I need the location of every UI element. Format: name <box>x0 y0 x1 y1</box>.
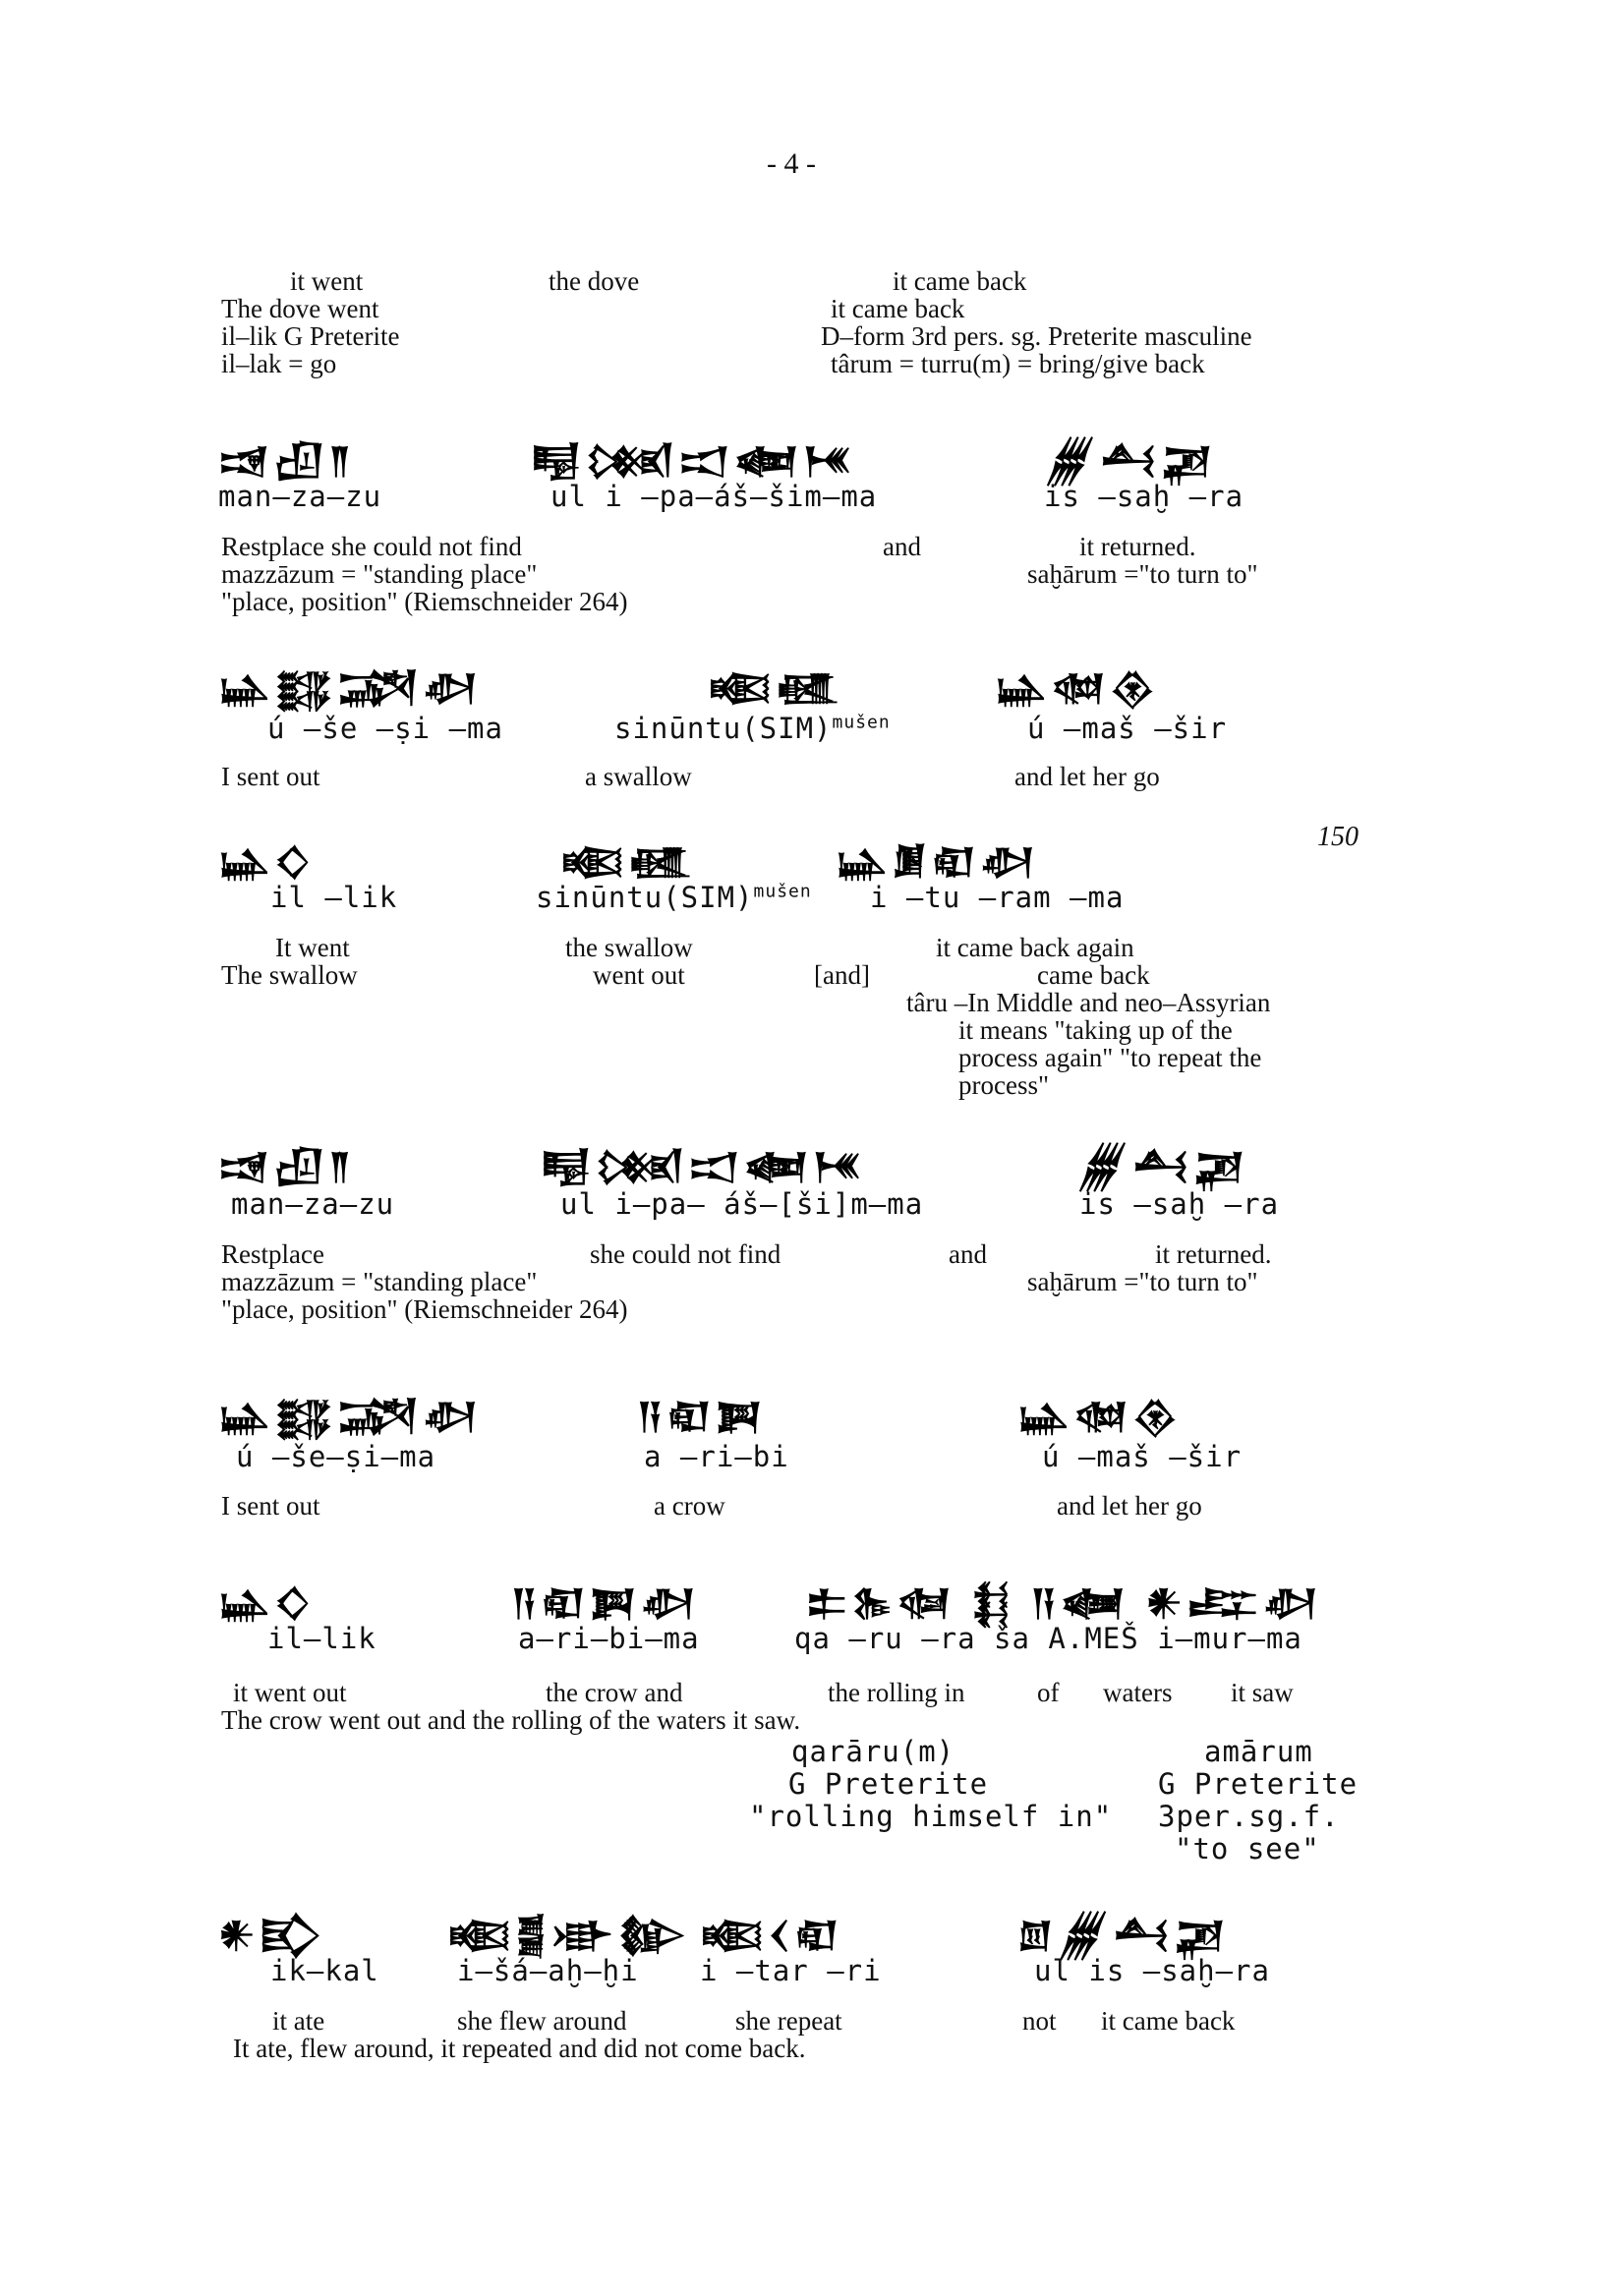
cuneiform-group: 𒀩𒊫 <box>560 842 697 883</box>
note: amārum <box>1204 1735 1313 1768</box>
transliteration: ú –še –ṣi –ma <box>267 712 503 745</box>
transliteration: i –tar –ri <box>700 1954 882 1987</box>
gloss: a crow <box>654 1491 725 1521</box>
cuneiform-group: 𒀀𒊏𒀉 <box>637 1397 767 1437</box>
transliteration: ú –maš –šir <box>1042 1440 1243 1473</box>
transliteration: i–šá–aḫ–ḫi <box>457 1954 639 1987</box>
transliteration: ul i–pa– áš–[ši]m–ma <box>560 1187 924 1221</box>
note: mazzāzum = "standing place" <box>221 1267 538 1296</box>
gloss: it went <box>290 266 364 296</box>
transliteration: ú –še–ṣi–ma <box>236 1440 436 1473</box>
note: saḫārum ="to turn to" <box>1027 1267 1258 1296</box>
gloss: it came back <box>893 266 1027 296</box>
gloss: she flew around <box>457 2006 627 2036</box>
transliteration-text: sinūntu(SIM) <box>536 881 754 914</box>
note: "to see" <box>1175 1832 1320 1866</box>
cuneiform-group: 𒀿𒊣𒊳 <box>995 668 1160 709</box>
gloss: she repeat <box>735 2006 842 2036</box>
cuneiform-group: 𒀿𒊣𒊳 <box>1017 1397 1183 1437</box>
cuneiform-group: 𒁂𒋀𒃁 <box>1044 441 1217 482</box>
gloss: The swallow <box>221 960 358 990</box>
cuneiform-group: 𒀿𒊼𒋍𒀠 <box>218 1397 483 1437</box>
gloss: I sent out <box>221 762 320 791</box>
note: process" <box>958 1070 1049 1100</box>
gloss: it went out <box>233 1678 347 1707</box>
gloss: it came back <box>831 294 965 323</box>
note: "place, position" (Riemschneider 264) <box>221 587 628 616</box>
note: G Preterite <box>1158 1767 1359 1801</box>
transliteration: ul is –saḫ–ra <box>1034 1954 1270 1987</box>
transliteration: il –lik <box>270 881 398 914</box>
gloss: it returned. <box>1079 532 1196 561</box>
gloss: it ate <box>272 2006 325 2036</box>
transliteration: man–za–zu <box>218 480 382 513</box>
gloss: it saw <box>1231 1678 1294 1707</box>
gloss: of <box>1037 1678 1060 1707</box>
gloss: The dove went <box>221 294 379 323</box>
transliteration-text: sinūntu(SIM) <box>614 712 833 745</box>
gloss: a swallow <box>585 762 692 791</box>
transliteration: a –ri–bi <box>644 1440 789 1473</box>
cuneiform-group: 𒀿𒋠𒊏𒀠 <box>836 842 1039 883</box>
translation-line: It ate, flew around, it repeated and did not come back. <box>233 2034 806 2063</box>
note: il–lik G Preterite <box>221 321 400 351</box>
transliteration: a–ri–bi–ma <box>518 1622 700 1655</box>
gloss: Restplace <box>221 1239 324 1269</box>
gloss: I sent out <box>221 1491 320 1521</box>
gloss: and let her go <box>1057 1491 1202 1521</box>
cuneiform-group: 𒀑𒌺𒈫 <box>218 1147 355 1187</box>
note: it means "taking up of the <box>958 1015 1233 1045</box>
note: mazzāzum = "standing place" <box>221 559 538 589</box>
transliteration: qa –ru –ra ša A.MEŠ i–mur–ma <box>794 1622 1302 1655</box>
gloss: and let her go <box>1014 762 1160 791</box>
cuneiform-group: 𒀿𒄭 <box>218 1583 316 1624</box>
page-number: - 4 - <box>767 147 816 180</box>
gloss: the swallow <box>565 933 693 962</box>
cuneiform-group: 𒁂𒋀𒃁 <box>1076 1147 1249 1187</box>
determinative: mušen <box>753 881 812 902</box>
gloss: it returned. <box>1155 1239 1272 1269</box>
note: D–form 3rd pers. sg. Preterite masculine <box>821 321 1252 351</box>
gloss: it came back <box>1101 2006 1236 2036</box>
line-number: 150 <box>1317 822 1359 852</box>
cuneiform-group: 𒀀𒊏𒀉𒀠 <box>511 1583 700 1624</box>
gloss: and <box>949 1239 987 1269</box>
transliteration: man–za–zu <box>231 1187 395 1221</box>
cuneiform-group: 𒇠𒁂𒋀𒃁 <box>1017 1916 1230 1956</box>
note: il–lak = go <box>221 349 337 378</box>
cuneiform-group: 𒀿𒄭 <box>218 842 316 883</box>
cuneiform-group: 𒋅𒁸𒀊𒅩𒎌 <box>531 441 856 482</box>
note: "place, position" (Riemschneider 264) <box>221 1294 628 1324</box>
transliteration <box>536 881 812 914</box>
cuneiform-group: 𒉺𒊅𒊗 𒈭 𒀀𒆌 𒀭𒊐𒀠 <box>806 1583 1322 1624</box>
gloss: and <box>883 532 921 561</box>
note: saḫārum ="to turn to" <box>1027 559 1258 589</box>
gloss: the crow and <box>546 1678 683 1707</box>
gloss: the dove <box>549 266 640 296</box>
gloss: it came back again <box>936 933 1134 962</box>
note: process again" "to repeat the <box>958 1043 1262 1072</box>
transliteration: ik–kal <box>270 1954 379 1987</box>
gloss: It went <box>275 933 350 962</box>
gloss: not <box>1022 2006 1057 2036</box>
transliteration: i –tu –ram –ma <box>870 881 1125 914</box>
determinative: mušen <box>832 712 891 733</box>
transliteration: il–lik <box>267 1622 376 1655</box>
gloss: Restplace she could not find <box>221 532 522 561</box>
transliteration: ú –maš –šir <box>1027 712 1228 745</box>
cuneiform-group: 𒀭𒃼 <box>218 1916 326 1956</box>
cuneiform-group: 𒋅𒁸𒀊𒅩𒎌 <box>541 1147 866 1187</box>
note: târum = turru(m) = bring/give back <box>831 349 1205 378</box>
note: qarāru(m) <box>791 1735 955 1768</box>
gloss: waters <box>1103 1678 1173 1707</box>
cuneiform-group: 𒀩𒌋𒊏 <box>700 1916 843 1956</box>
note: G Preterite <box>788 1767 989 1801</box>
translation-line: The crow went out and the rolling of the waters it saw. <box>221 1705 801 1735</box>
transliteration: is –saḫ –ra <box>1044 480 1244 513</box>
gloss: came back <box>1037 960 1150 990</box>
note: 3per.sg.f. <box>1158 1800 1340 1833</box>
cuneiform-group: 𒀩𒋣𒀝𒁰 <box>447 1916 691 1956</box>
cuneiform-group: 𒀩𒊫 <box>708 668 844 709</box>
gloss: [and] <box>814 960 870 990</box>
transliteration: is –saḫ –ra <box>1079 1187 1280 1221</box>
transliteration: ul i –pa–áš–šim–ma <box>550 480 878 513</box>
cuneiform-group: 𒀿𒊼𒋍𒀠 <box>218 668 483 709</box>
note: "rolling himself in" <box>749 1800 1113 1833</box>
transliteration <box>614 712 891 745</box>
note: târu –In Middle and neo–Assyrian <box>906 988 1271 1017</box>
cuneiform-group: 𒀑𒌺𒈫 <box>218 441 355 482</box>
gloss: the rolling in <box>828 1678 965 1707</box>
gloss: she could not find <box>590 1239 781 1269</box>
gloss: went out <box>593 960 685 990</box>
